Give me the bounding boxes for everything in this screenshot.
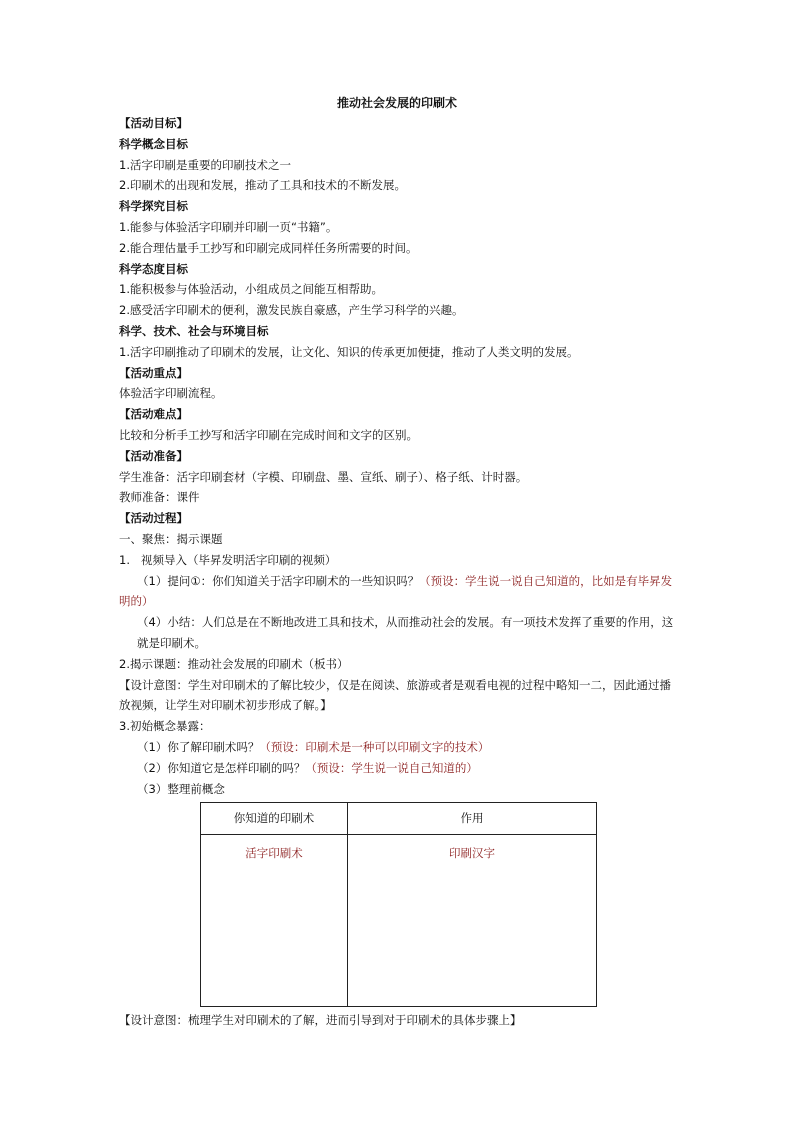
question-a <box>119 737 679 758</box>
question-a-text: （1）你了解印刷术吗？ <box>137 739 260 754</box>
goals-header: 【活动目标】 <box>119 116 188 130</box>
summary-4: （4）小结：人们总是在不断地改进工具和技术，从而推动社会的发展。有一项技术发挥了重要的作用，这就是印刷术。 <box>137 615 674 650</box>
inquiry-goals-header: 科学探究目标 <box>119 199 188 214</box>
question-1-preset: （预设：学生说一说自己知道的，比如是有毕昇发明的） <box>119 573 673 609</box>
document-body <box>119 113 679 1031</box>
attitude-goals-header: 科学态度目标 <box>119 261 188 276</box>
attitude-goal-2: 2.感受活字印刷术的便利，激发民族自豪感，产生学习科学的兴趣。 <box>119 303 464 318</box>
step-1-topic: 2.揭示课题：推动社会发展的印刷术（板书） <box>119 656 349 671</box>
student-preparation: 学生准备：活字印刷套材（字模、印刷盘、墨、宣纸、刷子）、格子纸、计时器。 <box>119 469 528 484</box>
step-1-title: 一、聚焦：揭示课题 <box>119 531 223 546</box>
question-a-preset: （预设：印刷术是一种可以印刷文字的技术） <box>259 739 490 754</box>
question-1 <box>119 571 679 613</box>
concept-table <box>200 802 597 1007</box>
question-1-text: （1）提问①：你们知道关于活字印刷术的一些知识吗？ <box>137 573 420 588</box>
design-intent-1: 【设计意图：学生对印刷术的了解比较少，仅是在阅读、旅游或者是观看电视的过程中略知一二，因此通过播放视频，让学生对印刷术初步形成了解。】 <box>119 677 671 713</box>
design-intent-2: 【设计意图：梳理学生对印刷术的了解，进而引导到对于印刷术的具体步骤上】 <box>119 1013 522 1028</box>
process-header: 【活动过程】 <box>119 511 188 526</box>
concept-table-row <box>201 835 597 1007</box>
question-b <box>119 758 679 779</box>
sts-goal-1: 1.活字印刷推动了印刷术的发展，让文化、知识的传承更加便捷，推动了人类文明的发展。 <box>119 344 579 359</box>
key-point-text: 体验活字印刷流程。 <box>119 386 223 401</box>
header-use: 作用 <box>348 803 597 835</box>
inquiry-goal-1: 1.能参与体验活字印刷并印刷一页“书籍”。 <box>119 219 338 234</box>
cell-use: 印刷汉字 <box>348 835 597 1007</box>
inquiry-goal-2: 2.能合理估量手工抄写和印刷完成同样任务所需要的时间。 <box>119 240 418 255</box>
question-b-text: （2）你知道它是怎样印刷的吗？ <box>137 760 306 775</box>
teacher-preparation: 教师准备：课件 <box>119 490 200 505</box>
step-1-initial-concepts: 3.初始概念暴露： <box>119 719 211 734</box>
header-known-printing: 你知道的印刷术 <box>201 803 348 835</box>
key-point-header: 【活动重点】 <box>119 365 188 380</box>
concept-goal-1: 1.活字印刷是重要的印刷技术之一 <box>119 157 291 172</box>
concept-table-header-row <box>201 803 597 835</box>
sts-goals-header: 科学、技术、社会与环境目标 <box>119 323 269 338</box>
concept-goals-header: 科学概念目标 <box>119 136 188 151</box>
step-1-video: 1. 视频导入（毕昇发明活字印刷的视频） <box>119 552 337 567</box>
document-title: 推动社会发展的印刷术 <box>336 96 457 110</box>
question-b-preset: （预设：学生说一说自己知道的） <box>305 760 478 775</box>
difficulty-header: 【活动难点】 <box>119 407 188 422</box>
preparation-header: 【活动准备】 <box>119 448 188 463</box>
cell-known-printing: 活字印刷术 <box>201 835 348 1007</box>
attitude-goal-1: 1.能积极参与体验活动，小组成员之间能互相帮助。 <box>119 282 383 297</box>
concept-goal-2: 2.印刷术的出现和发展，推动了工具和技术的不断发展。 <box>119 178 406 193</box>
difficulty-text: 比较和分析手工抄写和活字印刷在完成时间和文字的区别。 <box>119 427 418 442</box>
question-c: （3）整理前概念 <box>137 781 225 796</box>
